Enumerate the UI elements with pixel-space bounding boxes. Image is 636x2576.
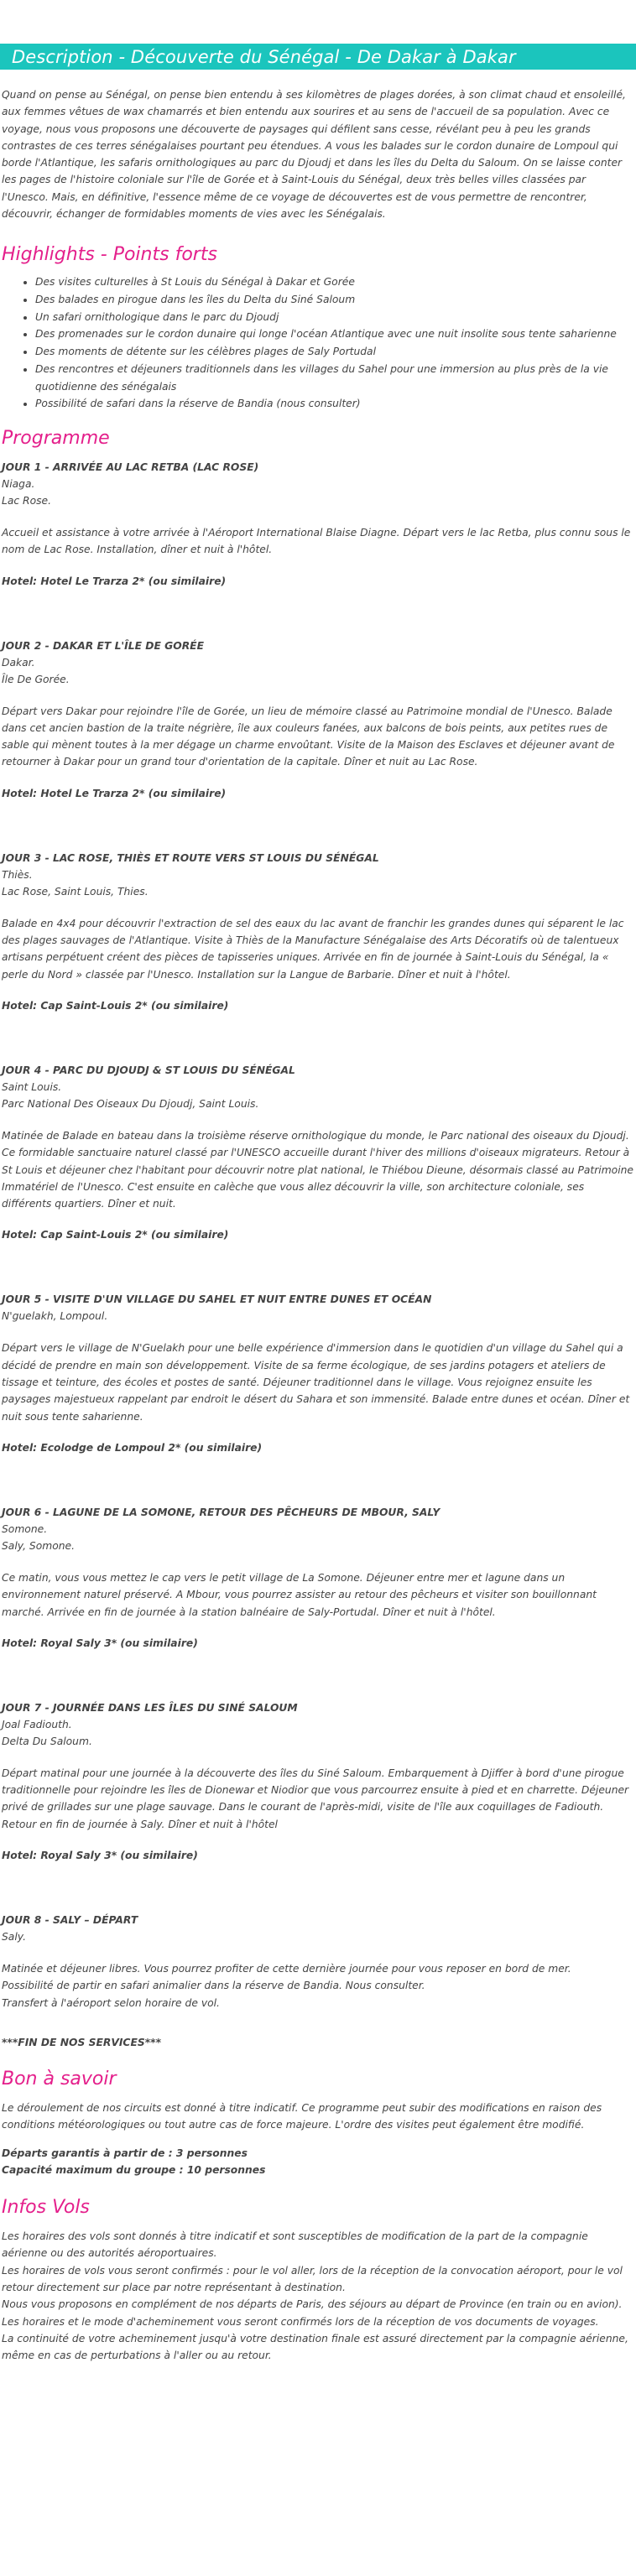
infos-vols-line: Les horaires et le mode d'acheminement vous seront confirmés lors de la réception de vos documents de voyages. — [2, 2315, 599, 2328]
day-hotel: Hotel: Hotel Le Trarza 2* (ou similaire) — [2, 787, 227, 799]
day-description-line: Possibilité de partir en safari animalier dans la réserve de Bandia. Nous consulter. — [2, 1980, 425, 1992]
programme-day — [2, 459, 634, 587]
day-place: Parc National Des Oiseaux Du Djoudj, Saint Louis. — [2, 1097, 259, 1110]
day-title: JOUR 7 - JOURNÉE DANS LES ÎLES DU SINÉ SALOUM — [2, 1701, 298, 1714]
day-place: Delta Du Saloum. — [2, 1735, 92, 1747]
day-description: Matinée de Balade en bateau dans la troisième réserve ornithologique du monde, le Parc national des oiseaux du Djoudj. Ce formidable sanctuaire naturel classé par l'UNESCO accueille durant l'hiver des millions d'oiseaux migrateurs. Retour à St Louis et déjeuner chez l'habitant pour découvrir notre plat national, le Thiébou Dieune, désormais classé au Patrimoine Immatériel de l'Unesco. C'est ensuite en calèche que vous allez découvrir la ville, son architecture coloniale, ses différents quartiers. Dîner et nuit. — [2, 1129, 633, 1210]
day-place: Dakar. — [2, 656, 35, 669]
infos-vols-line: La continuité de votre acheminement jusqu'à votre destination finale est assuré directement par la compagnie aérienne, même en cas de perturbations à l'aller ou au retour. — [2, 2332, 628, 2362]
day-description: Accueil et assistance à votre arrivée à l'Aéroport International Blaise Diagne. Départ vers le lac Retba, plus connu sous le nom de Lac Rose. Installation, dîner et nuit à l'hôtel. — [2, 527, 631, 556]
day-title: JOUR 8 - SALY – DÉPART — [2, 1914, 138, 1927]
day-hotel: Hotel: Royal Saly 3* (ou similaire) — [2, 1637, 198, 1649]
page — [0, 44, 636, 2364]
day-description-line: Matinée et déjeuner libres. Vous pourrez profiter de cette dernière journée pour vous reposer en bord de mer. — [2, 1963, 571, 1975]
intro-text: Quand on pense au Sénégal, on pense bien entendu à ses kilomètres de plages dorées, à son climat chaud et ensoleillé, aux femmes vêtues de wax chamarrés et bien entendu aux sourires et au sens de l'accueil de sa population. Avec ce voyage, nous vous proposons une découverte de paysages qui défilent sans cesse, révélant peu à peu les grands contrastes de ces terres sénégalaises pourtant peu étendues. A vous les balades sur le cordon dunaire de Lompoul qui borde l'Atlantique, les safaris ornithologiques au parc du Djoudj et dans les îles du Delta du Saloum. On se laisse conter les pages de l'histoire coloniale sur l'île de Gorée et à Saint-Louis du Sénégal, deux très belles villes classées par l'Unesco. Mais, en définitive, l'essence même de ce voyage de découvertes est de vous permettre de rencontrer, découvrir, échanger de formidables moments de vies avec les Sénégalais. — [2, 89, 626, 221]
highlight-item: • Des rencontres et déjeuners traditionnels dans les villages du Sahel pour une immersion au plus près de la vie quotidienne des sénégalais — [35, 361, 634, 395]
content — [0, 86, 636, 2364]
day-hotel: Hotel: Cap Saint-Louis 2* (ou similaire) — [2, 999, 229, 1012]
day-place: Saint Louis. — [2, 1080, 62, 1093]
day-place: Saly. — [2, 1931, 26, 1944]
day-hotel: Hotel: Ecolodge de Lompoul 2* (ou similaire) — [2, 1441, 263, 1454]
day-title: JOUR 6 - LAGUNE DE LA SOMONE, RETOUR DES PÊCHEURS DE MBOUR, SALY — [2, 1506, 441, 1518]
day-description-line: Transfert à l'aéroport selon horaire de vol. — [2, 1996, 220, 2009]
day-place: Île De Gorée. — [2, 673, 70, 685]
infos-vols-line: Les horaires des vols sont donnés à titre indicatif et sont susceptibles de modification de la part de la compagnie aérienne ou des autorités aéroportuaires. — [2, 2230, 588, 2260]
day-title: JOUR 3 - LAC ROSE, THIÈS ET ROUTE VERS ST LOUIS DU SÉNÉGAL — [2, 851, 379, 864]
day-place: N'guelakh, Lompoul. — [2, 1310, 108, 1323]
highlights-heading: Highlights - Points forts — [2, 244, 217, 266]
programme-day — [2, 850, 634, 1012]
day-hotel: Hotel: Hotel Le Trarza 2* (ou similaire) — [2, 575, 227, 587]
highlight-item: • Possibilité de safari dans la réserve de Bandia (nous consulter) — [35, 395, 634, 413]
highlights-list — [2, 273, 634, 413]
day-hotel: Hotel: Cap Saint-Louis 2* (ou similaire) — [2, 1229, 229, 1241]
programme-day — [2, 1504, 634, 1649]
departs-garantis: Départs garantis à partir de : 3 personnes — [2, 2147, 248, 2159]
day-title: JOUR 2 - DAKAR ET L'ÎLE DE GORÉE — [2, 639, 204, 652]
programme-day — [2, 1291, 634, 1453]
day-title: JOUR 5 - VISITE D'UN VILLAGE DU SAHEL ET NUIT ENTRE DUNES ET OCÉAN — [2, 1293, 432, 1306]
programme-day — [2, 1699, 634, 1861]
infos-vols-text — [2, 2228, 634, 2364]
bon-a-savoir-text: Le déroulement de nos circuits est donné à titre indicatif. Ce programme peut subir des modifications en raison des conditions météorologiques ou tout autre cas de force majeure. L'ordre des visites peut également être modifié. — [2, 2101, 602, 2131]
day-hotel: Hotel: Royal Saly 3* (ou similaire) — [2, 1850, 198, 1862]
highlight-item: • Des balades en pirogue dans les îles du Delta du Siné Saloum — [35, 291, 634, 309]
infos-vols-heading: Infos Vols — [2, 2197, 90, 2219]
programme-day — [2, 1062, 634, 1241]
programme-day — [2, 637, 634, 799]
end-of-services: ***FIN DE NOS SERVICES*** — [2, 2036, 162, 2048]
title-bar — [0, 44, 636, 70]
highlight-item: • Des visites culturelles à St Louis du Sénégal à Dakar et Gorée — [35, 273, 634, 291]
infos-vols-line: Nous vous proposons en complément de nos départs de Paris, des séjours au départ de Province (en train ou en avion). — [2, 2298, 623, 2311]
day-place: Lac Rose, Saint Louis, Thies. — [2, 885, 149, 898]
day-description: Départ vers Dakar pour rejoindre l'île de Gorée, un lieu de mémoire classé au Patrimoine mondial de l'Unesco. Balade dans cet ancien bastion de la traite négrière, île aux couleurs fanées, aux balcons de bois peints, aux petites rues de sable qui mènent toutes à la mer dégage un charme envoûtant. Visite de la Maison des Esclaves et déjeuner avant de retourner à Dakar pour un grand tour d'orientation de la capitale. Dîner et nuit au Lac Rose. — [2, 705, 615, 768]
day-place: Joal Fadiouth. — [2, 1718, 72, 1730]
highlight-item: • Des moments de détente sur les célèbres plages de Saly Portudal — [35, 343, 634, 361]
day-description: Balade en 4x4 pour découvrir l'extraction de sel des eaux du lac avant de franchir les grandes dunes qui séparent le lac des plages sauvages de l'Atlantique. Visite à Thiès de la Manufacture Sénégalaise des Arts Décoratifs où de talentueux artisans perpétuent créent des pièces de tapisseries uniques. Arrivée en fin de journée à Saint-Louis du Sénégal, la « perle du Nord » classée par l'Unesco. Installation sur la Langue de Barbarie. Dîner et nuit à l'hôtel. — [2, 917, 624, 981]
page-title: Description - Découverte du Sénégal - De Dakar à Dakar — [12, 46, 516, 67]
day-title: JOUR 1 - ARRIVÉE AU LAC RETBA (LAC ROSE) — [2, 461, 259, 473]
day-description — [2, 1960, 634, 2011]
infos-vols-line: Les horaires de vols vous seront confirmés : pour le vol aller, lors de la réception de la convocation aéroport, pour le vol retour directement sur place par notre représentant à destination. — [2, 2264, 623, 2293]
day-place: Somone. — [2, 1522, 48, 1535]
day-description: Départ vers le village de N'Guelakh pour une belle expérience d'immersion dans le quotidien d'un village du Sahel qui a décidé de prendre en main son développement. Visite de sa ferme écologique, de ses jardins potagers et ateliers de tissage et teinture, des écoles et postes de santé. Déjeuner traditionnel dans le village. Vous rejoignez ensuite les paysages majestueux rappelant par endroit le désert du Sahara et son immensité. Balade entre dunes et océan. Dîner et nuit sous tente saharienne. — [2, 1342, 630, 1423]
bon-a-savoir-heading: Bon à savoir — [2, 2068, 117, 2089]
programme-day — [2, 1912, 634, 2011]
programme-heading: Programme — [2, 428, 110, 449]
day-description: Ce matin, vous vous mettez le cap vers le petit village de La Somone. Déjeuner entre mer et lagune dans un environnement naturel préservé. A Mbour, vous pourrez assister au retour des pêcheurs et visiter son bouillonnant marché. Arrivée en fin de journée à la station balnéaire de Saly-Portudal. Dîner et nuit à l'hôtel. — [2, 1571, 597, 1618]
day-title: JOUR 4 - PARC DU DJOUDJ & ST LOUIS DU SÉNÉGAL — [2, 1064, 295, 1076]
day-place: Thiès. — [2, 868, 33, 881]
day-description: Départ matinal pour une journée à la découverte des îles du Siné Saloum. Embarquement à Djiffer à bord d'une pirogue traditionnelle pour rejoindre les îles de Dionewar et Niodior que vous parcourrez ensuite à pied et en charrette. Déjeuner privé de grillades sur une plage sauvage. Dans le courant de l'après-midi, visite de l'île aux coquillages de Fadiouth. Retour en fin de journée à Saly. Dîner et nuit à l'hôtel — [2, 1767, 629, 1830]
capacite-maximum: Capacité maximum du groupe : 10 personnes — [2, 2163, 266, 2176]
highlight-item: • Un safari ornithologique dans le parc du Djoudj — [35, 309, 634, 326]
highlight-item: • Des promenades sur le cordon dunaire qui longe l'océan Atlantique avec une nuit insolite sous tente saharienne — [35, 325, 634, 343]
programme-days — [2, 459, 634, 2011]
day-place: Lac Rose. — [2, 495, 52, 507]
day-place: Saly, Somone. — [2, 1539, 75, 1552]
day-place: Niaga. — [2, 478, 35, 490]
